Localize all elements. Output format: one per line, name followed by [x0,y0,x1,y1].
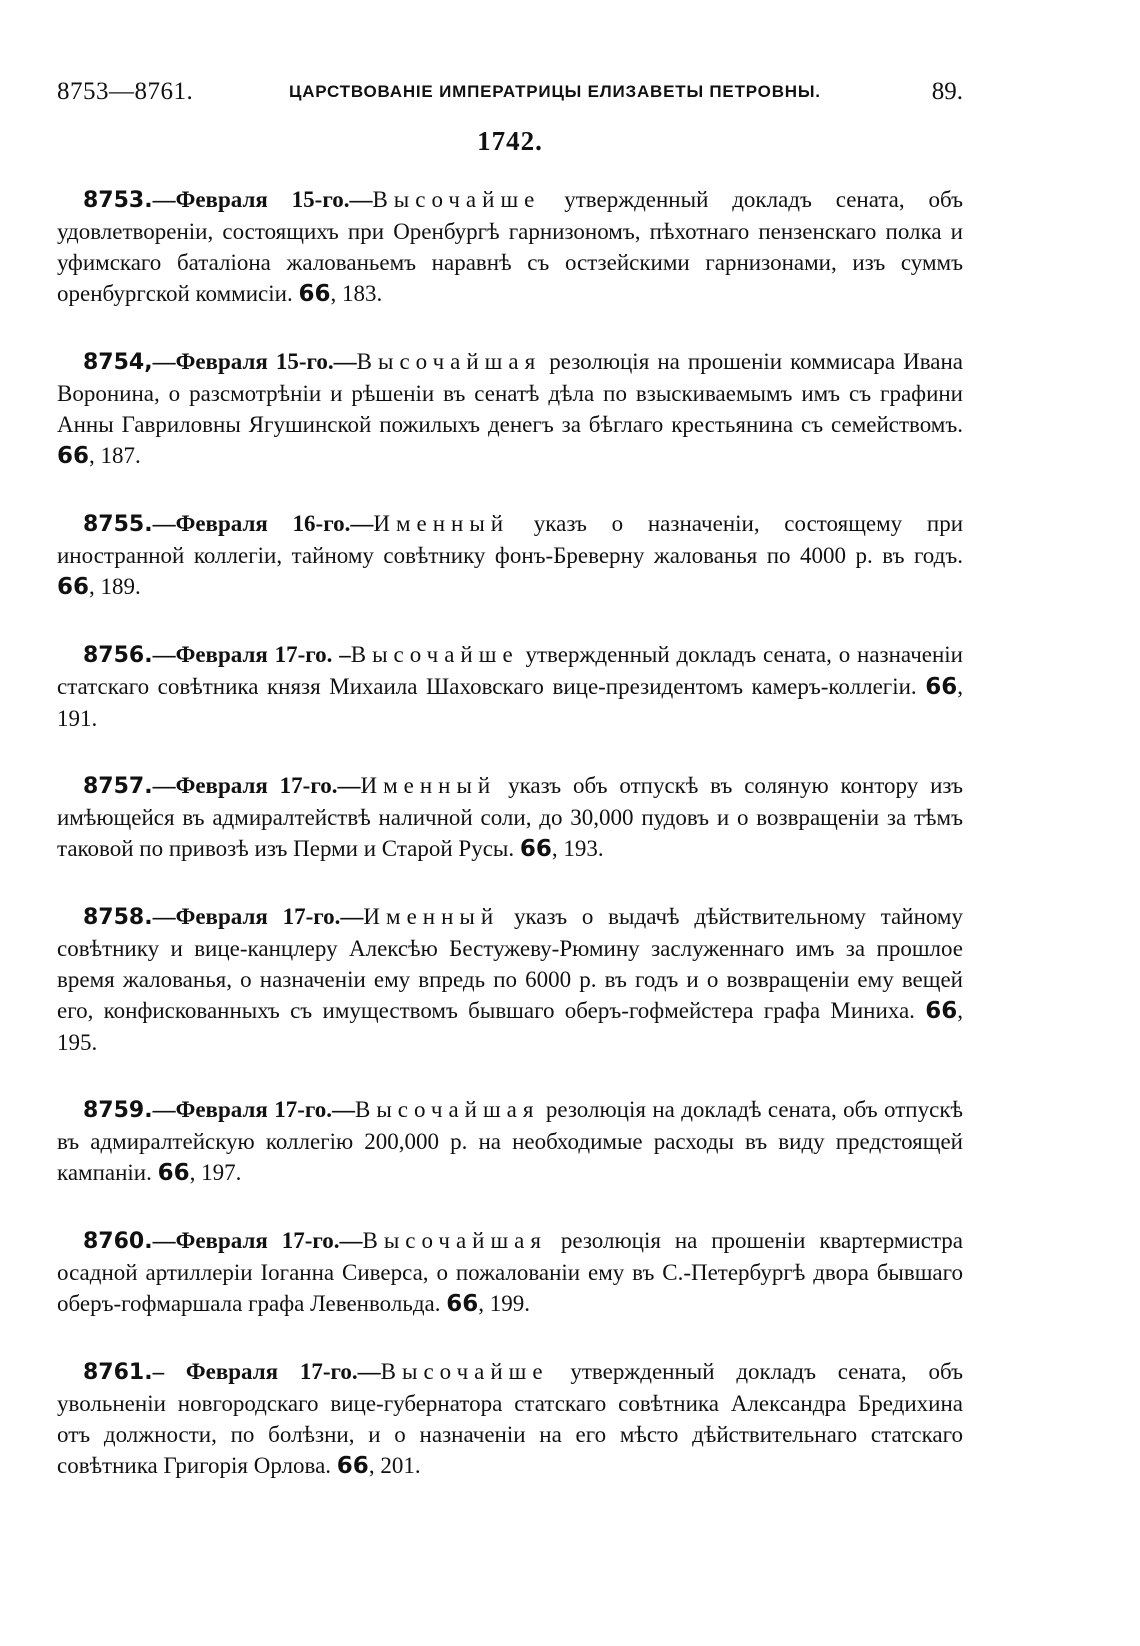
entry-page-ref: , 191. [57,674,963,731]
entry-text: указъ о назначеніи, состоящему при иностранной коллегіи, тайному совѣтнику фонъ-Бреверну жалованья по 4000 р. въ годъ. [57,511,963,568]
entry-page-ref: , 187. [89,443,141,468]
entry-text: указъ о выдачѣ дѣйствительному тайному совѣтнику и вице-канцлеру Алексѣю Бестужеву-Рюмину заслуженнаго имъ за прошлое время жалованья, о назначеніи ему впредь по 6000 р. въ годъ и о возвращеніи ему вещей его, конфискованныхъ съ имуществомъ бывшаго оберъ-гофмейстера графа Миниха. [57,904,963,1023]
entry-act-type: Высочайше [350,642,519,667]
entry-paragraph [57,639,963,734]
entry-number: 8754, [83,350,153,375]
entry-volume-ref: 66 [57,574,90,600]
entry-paragraph [57,770,963,865]
entry-page-ref: , 197. [189,1160,242,1185]
entry-range: 8753—8761. [57,78,194,105]
entry-text: указъ объ отпускѣ въ соляную контору изъ имѣющейся въ адмиралтействѣ наличной соли, до 30,000 пудовъ и о возвращеніи за тѣмъ таковой по привозѣ изъ Перми и Старой Русы. [57,773,963,861]
entry-number: 8761. [83,1360,153,1385]
entry-date: —Февраля 17-го.— [152,1228,363,1253]
entry-volume-ref: 66 [298,281,331,307]
entry-date: —Февраля 15-го.— [152,187,373,212]
page-number: 89. [931,78,963,105]
entry-volume-ref: 66 [57,443,90,469]
entry-act-type: Высочайшая [362,1228,547,1253]
entry-volume-ref: 66 [925,674,958,700]
entry-paragraph [57,184,963,310]
entry-text: резолюція на прошеніи коммисара Ивана Воронина, о разсмотрѣніи и рѣшеніи въ сенатѣ дѣла по взыскиваемымъ имъ съ графини Анны Гавриловны Ягушинской пожилыхъ денегъ за бѣглаго крестьянина съ семействомъ. [57,349,963,437]
entry-volume-ref: 66 [157,1160,190,1186]
entry-date: – Февраля 17-го.— [152,1359,381,1384]
entry-number: 8756. [83,643,153,668]
entry-act-type: Высочайшая [354,1097,540,1122]
entry-act-type: Именный [363,904,500,929]
entry-paragraph [57,508,963,603]
entry-number: 8760. [83,1229,153,1254]
entry-date: —Февраля 15-го.— [152,349,357,374]
document-page [57,70,963,1518]
entry-page-ref: , 189. [89,574,141,599]
entry-act-type: Высочайше [372,187,541,212]
entry-number: 8755. [83,512,153,537]
entry-text: утвержденный докладъ сената, объ увольненіи новгородскаго вице-губернатора статскаго совѣтника Александра Бредихина отъ должности, по болѣзни, и о назначеніи на его мѣсто дѣйствительнаго статскаго совѣтника Григорія Орлова. [57,1359,963,1478]
entry-date: —Февраля 17-го.— [152,773,361,798]
entry-act-type: Высочайшая [356,349,542,374]
entry-page-ref: , 195. [57,998,963,1055]
entry-text: резолюція на прошеніи квартермистра осадной артиллеріи Іоганна Сиверса, о пожалованіи ему въ С.-Петербургѣ двора бывшаго оберъ-гофмаршала графа Левенвольда. [57,1228,963,1316]
entry-number: 8757. [83,774,153,799]
entry-page-ref: , 183. [330,281,383,306]
entry-act-type: Высочайше [380,1359,549,1384]
entry-volume-ref: 66 [519,836,552,862]
entry-volume-ref: 66 [925,998,958,1024]
running-title: ЦАРСТВОВАНІЕ ИМПЕРАТРИЦЫ ЕЛИЗАВЕТЫ ПЕТРОВНЫ. [289,82,821,101]
entry-paragraph [57,346,963,472]
entry-number: 8753. [83,188,153,213]
entry-volume-ref: 66 [336,1453,369,1479]
running-header [57,70,963,114]
entry-page-ref: , 201. [368,1453,421,1478]
entry-text: утвержденный докладъ сената, о назначеніи статскаго совѣтника князя Михаила Шаховскаго вице-президентомъ камеръ-коллегіи. [57,642,963,699]
entry-volume-ref: 66 [446,1291,479,1317]
entry-text: резолюція на докладѣ сената, объ отпускѣ въ адмиралтейскую коллегію 200,000 р. на необходимые расходы въ виду предстоящей кампаніи. [57,1097,963,1185]
entry-number: 8759. [83,1098,153,1123]
entry-page-ref: , 199. [478,1291,531,1316]
entry-date: —Февраля 17-го.— [152,904,364,929]
year-heading: 1742. [477,126,543,156]
entry-page-ref: , 193. [551,836,604,861]
entry-date: —Февраля 17-го.— [152,1097,355,1122]
entry-act-type: Именный [373,511,510,536]
entry-act-type: Именный [360,773,497,798]
entry-date: —Февраля 16-го.— [152,511,374,536]
entry-date: —Февраля 17-го. – [152,642,351,667]
entry-paragraph [57,901,963,1058]
entry-paragraph [57,1356,963,1482]
entry-paragraph [57,1094,963,1189]
entries-list [57,184,963,1482]
entry-paragraph [57,1225,963,1320]
entry-text: утвержденный докладъ сената, объ удовлетвореніи, состоящихъ при Оренбургѣ гарнизономъ, пѣхотнаго пензенскаго полка и уфимскаго баталіона жалованьемъ наравнѣ съ остзейскими гарнизонами, изъ суммъ оренбургской коммисіи. [57,187,963,306]
entry-number: 8758. [83,905,153,930]
